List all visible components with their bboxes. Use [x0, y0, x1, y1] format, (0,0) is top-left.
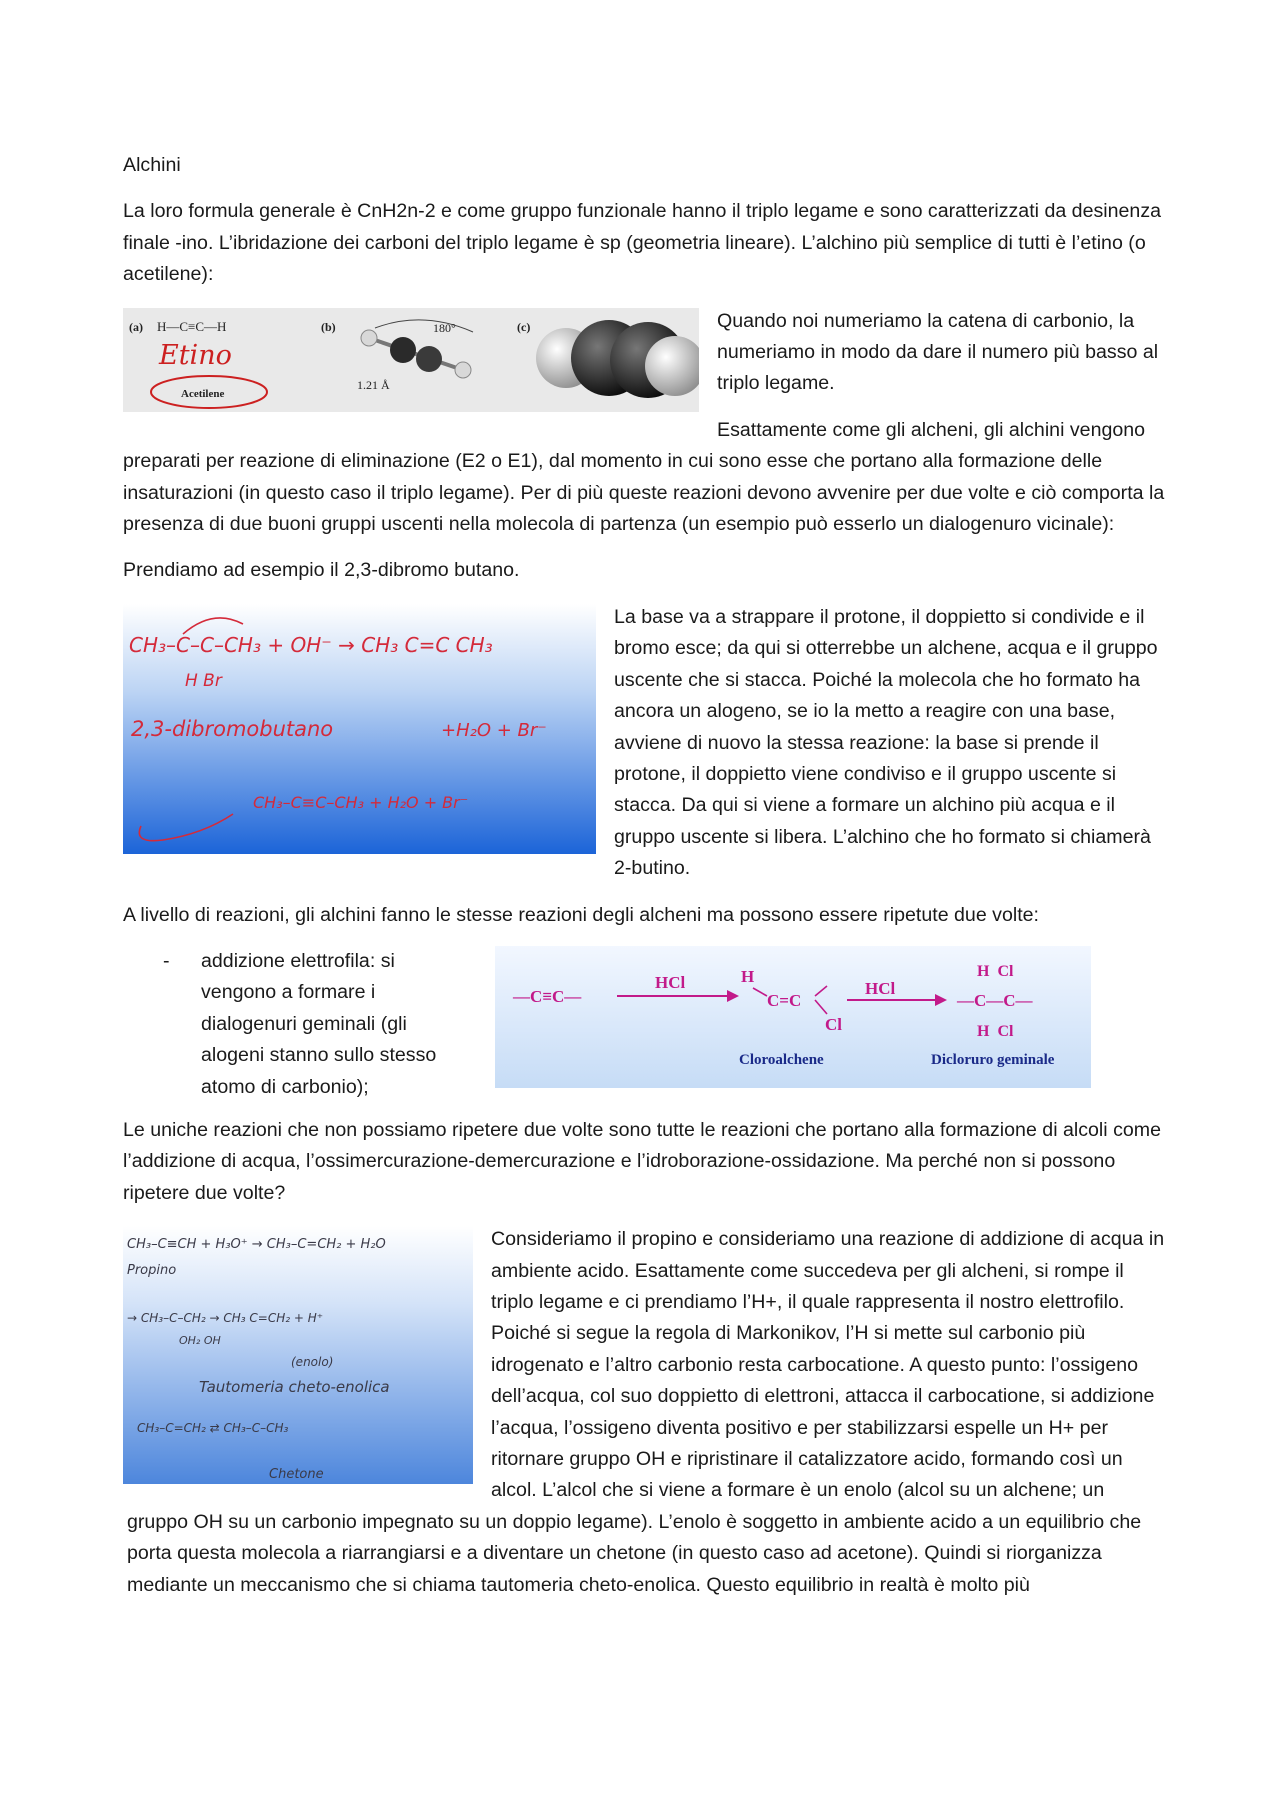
label-c: (c) [517, 319, 531, 334]
bullet-text: addizione elettrofila: si vengono a formare i dialogenuri geminali (gli alogeni stanno sullo stesso atomo di carbonio); [201, 949, 437, 1098]
tautomer-line-1: CH₃–C≡CH + H₃O⁺ → CH₃–C=CH₂ + H₂O [127, 1237, 386, 1253]
geminal-bot: H Cl [977, 1022, 1014, 1040]
angle-label: 180° [433, 320, 456, 335]
vinyl-cl: Cl [825, 1014, 842, 1034]
paragraph-base-mechanism: La base va a strappare il protone, il doppietto si condivide e il bromo esce; da qui si otterrebbe un alchene, acqua e il gruppo uscente che si stacca. Poiché la molecola che ho formato ha ancora un alogeno, se io la metto a reagire con una base, avviene di nuovo la stessa reazione: la base si prende il protone, il doppietto viene condiviso e il gruppo uscente si stacca. Da qui si viene a formare un alchino più acqua e il gruppo uscente si libera. L’alchino che ho formato si chiamerà 2-butino. [614, 605, 1158, 880]
paragraph-example: Prendiamo ad esempio il 2,3-dibromo butano. [123, 559, 520, 582]
ethyne-figure [123, 308, 699, 412]
tautomer-line-8: Chetone [269, 1467, 324, 1483]
bullet-electrophilic-addition [123, 946, 1168, 1101]
bond-length-label: 1.21 Å [357, 377, 390, 392]
tautomer-line-2: Propino [127, 1263, 177, 1279]
dicloruro-label: Dicloruro geminale [931, 1051, 1055, 1068]
section-title: Alchini [123, 154, 181, 176]
label-b: (b) [321, 319, 336, 334]
mechanism-line-1: CH₃–C–C–CH₃ + OH⁻ → CH₃ C=C CH₃ [129, 632, 493, 657]
ethyne-formula: H—C≡C—H [157, 318, 227, 334]
vinyl-h: H [741, 966, 755, 986]
mechanism-line-3: 2,3-dibromobutano [131, 716, 334, 741]
tautomer-line-5: (enolo) [291, 1355, 334, 1370]
alkyne-start: —C≡C— [513, 986, 582, 1006]
etino-handwritten: Etino [159, 339, 232, 371]
vinyl-cc: C=C [767, 990, 802, 1010]
hcl-addition-figure [495, 946, 1091, 1088]
tautomer-line-3: → CH₃–C–CH₂ → CH₃ C=CH₂ + H⁺ [127, 1311, 324, 1326]
label-a: (a) [129, 319, 143, 334]
paragraph-elimination: Esattamente come gli alcheni, gli alchini vengono preparati per reazione di eliminazione (E2 o E1), dal momento in cui sono esse che portano alla formazione delle insaturazioni (in questo caso il triplo legame). Per di più queste reazioni devono avvenire per due volte e ciò comporta la presenza di due buoni gruppi uscenti nella molecola di partenza (un esempio può esserlo un dialogenuro vicinale): [123, 418, 1165, 536]
hcl-reagent-1: HCl [655, 972, 686, 992]
bullet-dash: - [163, 949, 170, 972]
geminal-top: H Cl [977, 962, 1014, 980]
elimination-mechanism-figure [123, 604, 596, 854]
acetilene-label: Acetilene [181, 387, 225, 400]
geminal-mid: —C—C— [957, 990, 1033, 1010]
paragraph-propyne-hydration: Consideriamo il propino e consideriamo una reazione di addizione di acqua in ambiente acido. Esattamente come succedeva per gli alcheni, si rompe il triplo legame e ci prendiamo l’H+, il quale rappresenta il nostro elettrofilo. Poiché si segue la regola di Markonikov, l’H si mette sul carbonio più idrogenato e l’altro carbonio resta carbocatione. A questo punto: l’ossigeno dell’acqua, col suo doppietto di elettroni, attacca il carbocatione, si addizione l’acqua, l’ossigeno diventa positivo e per stabilizzarsi espelle un H+ per ritornare gruppo OH e ripristinare il catalizzatore acido, formando così un alcol. L’alcol che si viene a formare è un enolo (alcol su un alchene; un gruppo OH su un carbonio impegnato su un doppio legame). L’enolo è soggetto in ambiente acido a un equilibrio che porta questa molecola a riarrangiarsi e a diventare un chetone (in questo caso ad acetone). Quindi si riorganizza mediante un meccanismo che si chiama tautomeria cheto-enolica. Questo equilibrio in realtà è molto più [127, 1228, 1165, 1596]
tautomer-line-6: Tautomeria cheto-enolica [199, 1378, 390, 1397]
paragraph-non-repeatable: Le uniche reazioni che non possiamo ripetere due volte sono tutte le reazioni che portano alla formazione di alcoli come l’addizione di acqua, l’ossimercurazione-demercurazione e l’idroborazione-ossidazione. Ma perché non si possono ripetere due volte? [123, 1118, 1161, 1204]
tautomer-line-4: OH₂ OH [179, 1334, 221, 1348]
hcl-reagent-2: HCl [865, 978, 896, 998]
document-body [123, 150, 1168, 1616]
paragraph-reactions: A livello di reazioni, gli alchini fanno le stesse reazioni degli alcheni ma possono essere ripetute due volte: [123, 903, 1039, 926]
mechanism-line-5: CH₃–C≡C–CH₃ + H₂O + Br⁻ [253, 792, 469, 812]
cloroalchene-label: Cloroalchene [739, 1051, 824, 1068]
tautomer-line-7: CH₃–C=CH₂ ⇄ CH₃–C–CH₃ [137, 1421, 289, 1436]
paragraph-numbering: Quando noi numeriamo la catena di carbonio, la numeriamo in modo da dare il numero più basso al triplo legame. [717, 309, 1159, 395]
mechanism-line-4: +H₂O + Br⁻ [441, 719, 547, 741]
paragraph-intro: La loro formula generale è CnH2n-2 e come gruppo funzionale hanno il triplo legame e sono caratterizzati da desinenza finale -ino. L’ibridazione dei carboni del triplo legame è sp (geometria lineare). L’alchino più semplice di tutti è l’etino (o acetilene): [123, 200, 1162, 286]
mechanism-line-2: H Br [185, 670, 222, 691]
tautomerism-figure [123, 1226, 473, 1484]
